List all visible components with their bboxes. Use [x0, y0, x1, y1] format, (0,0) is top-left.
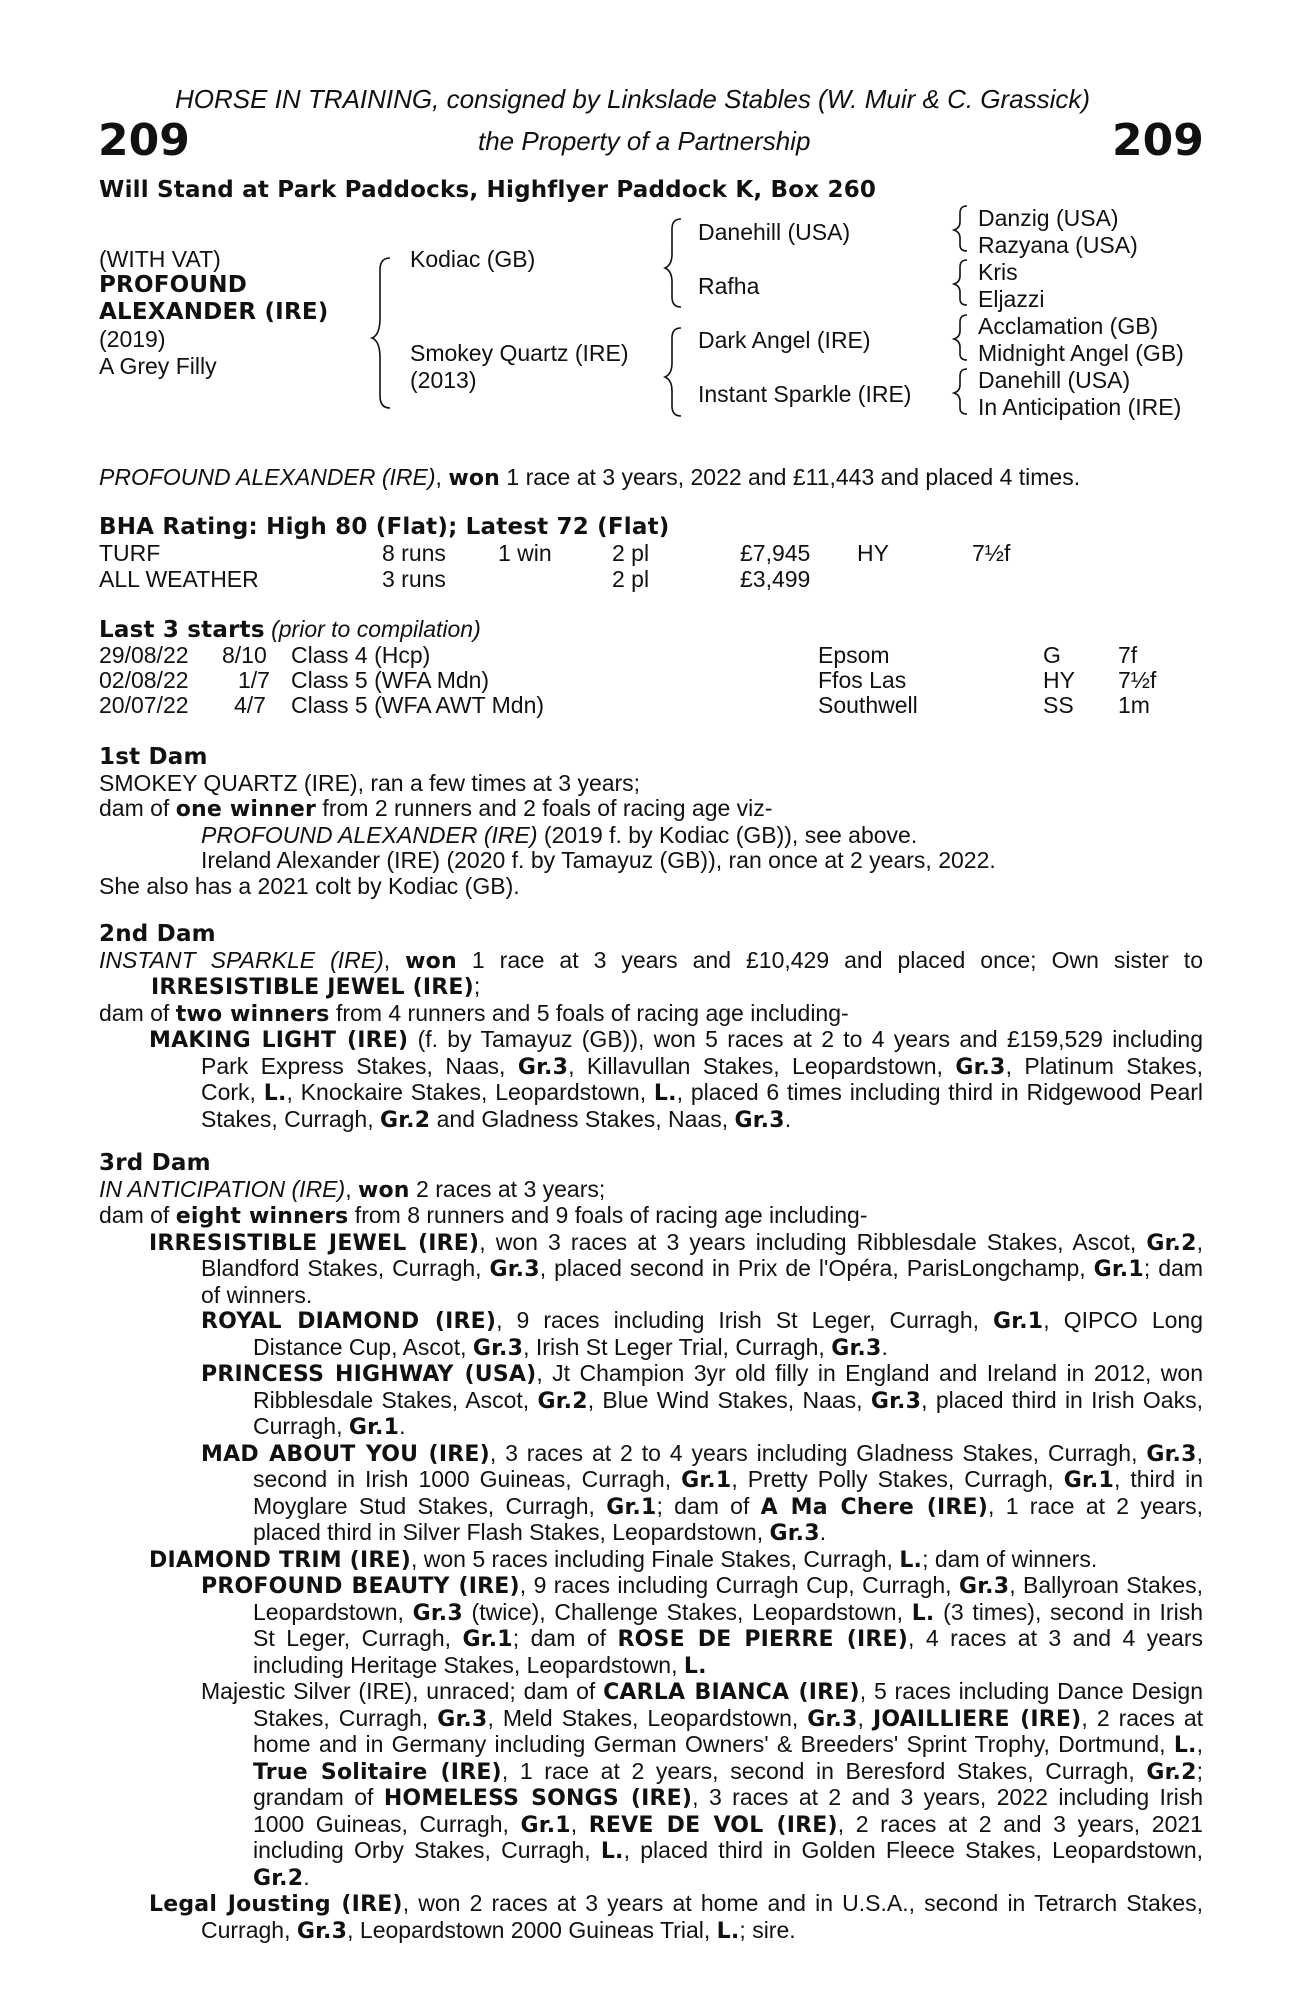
second-dam-progeny-making-light: MAKING LIGHT (IRE) (f. by Tamayuz (GB)), won 5 races at 2 to 4 years and £159,529 including Park Express Stakes, Naas, Gr.3, Killavullan Stakes, Leopardstown, Gr.3, Platinum Stakes, Cork, L., Knockaire Stakes, Leopardstown, L., placed 6 times including third in Ridgewood Pearl Stakes, Curragh, Gr.2 and Gladness Stakes, Naas, Gr.3.	[149, 1026, 1204, 1133]
progeny-mad-about-you: MAD ABOUT YOU (IRE), 3 races at 2 to 4 years including Gladness Stakes, Curragh, Gr.3, second in Irish 1000 Guineas, Curragh, Gr.1, Pretty Polly Stakes, Curragh, Gr.1, third in Moyglare Stud Stakes, Curragh, Gr.1; dam of A Ma Chere (IRE), 1 race at 2 years, placed third in Silver Flash Stakes, Leopardstown, Gr.3.	[201, 1439, 1203, 1546]
start-course: Ffos Las	[818, 667, 907, 693]
second-dam-line1: INSTANT SPARKLE (IRE), won 1 race at 3 years and £10,429 and placed once; Own sister to IRRESISTIBLE JEWEL (IRE);	[99, 946, 1203, 1000]
race-summary: PROFOUND ALEXANDER (IRE), won 1 race at 3 years, 2022 and £11,443 and placed 4 times.	[99, 464, 1081, 491]
start-going: SS	[1043, 692, 1074, 718]
third-dam-heading: 3rd Dam	[99, 1150, 211, 1176]
sire-dam: Rafha	[698, 273, 760, 299]
third-dam-section: 3rd Dam IN ANTICIPATION (IRE), won 2 races at 3 years; dam of eight winners from 8 runners and 9 foals of racing age including- IRRESISTIBLE JEWEL (IRE), won 3 races at 3 years including Ribblesdale Stakes, Ascot, Gr.2, Blandford Stakes, Curragh, Gr.3, placed second in Prix de l'Opéra, ParisLongchamp, Gr.1; dam of winners. ROYAL DIAMOND (IRE), 9 races including Irish St Leger, Curragh, Gr.1, QIPCO Long Distance Cup, Ascot, Gr.3, Irish St Leger Trial, Curragh, Gr.3. PRINCESS HIGHWAY (USA), Jt Champion 3yr old filly in England and Ireland in 2012, won Ribblesdale Stakes, Ascot, Gr.2, Blue Wind Stakes, Naas, Gr.3, placed third in Irish Oaks, Curragh, Gr.1. MAD ABOUT YOU (IRE), 3 races at 2 to 4 years including Gladness Stakes, Curragh, Gr.3, second in Irish 1000 Guineas, Curragh, Gr.1, Pretty Polly Stakes, Curragh, Gr.1, third in Moyglare Stud Stakes, Curragh, Gr.1; dam of A Ma Chere (IRE), 1 race at 2 years, placed third in Silver Flash Stakes, Leopardstown, Gr.3. DIAMOND TRIM (IRE), won 5 races including Finale Stakes, Curragh, L.; dam of winners. PROFOUND BEAUTY (IRE), 9 races including Curragh Cup, Curragh, Gr.3, Ballyroan Stakes, Leopardstown, Gr.3 (twice), Challenge Stakes, Leopardstown, L. (3 times), second in Irish St Leger, Curragh, Gr.1; dam of ROSE DE PIERRE (IRE), 4 races at 3 and 4 years including Heritage Stakes, Leopardstown, L. Majestic Silver (IRE), unraced; dam of CARLA BIANCA (IRE), 5 races including Dance Design Stakes, Curragh, Gr.3, Meld Stakes, Leopardstown, Gr.3, JOAILLIERE (IRE), 2 races at home and in Germany including German Owners' & Breeders' Sprint Trophy, Dortmund, L., True Solitaire (IRE), 1 race at 2 years, second in Beresford Stakes, Curragh, Gr.2; grandam of HOMELESS SONGS (IRE), 3 races at 2 and 3 years, 2022 including Irish 1000 Guineas, Curragh, Gr.1, REVE DE VOL (IRE), 2 races at 2 and 3 years, 2021 including Orby Stakes, Curragh, L., placed third in Golden Fleece Stakes, Leopardstown, Gr.2. Legal Jousting (IRE), won 2 races at 3 years at home and in U.S.A., second in Tetrarch Stakes, Curragh, Gr.3, Leopardstown 2000 Guineas Trial, L.; sire.	[99, 1150, 1204, 1944]
start-date: 02/08/22	[99, 667, 189, 693]
horse-name-line1: PROFOUND	[99, 272, 248, 298]
gen3-5: Acclamation (GB)	[978, 313, 1159, 339]
bha-rating: BHA Rating: High 80 (Flat); Latest 72 (Flat)	[99, 514, 670, 540]
start-distance: 1m	[1118, 692, 1150, 718]
rating-going: HY	[857, 540, 889, 566]
sire-sire: Danehill (USA)	[698, 219, 851, 245]
rating-prize: £7,945	[740, 540, 811, 566]
progeny-diamond-trim: DIAMOND TRIM (IRE), won 5 races including Finale Stakes, Curragh, L.; dam of winners.	[149, 1545, 1098, 1573]
rating-runs: 3 runs	[382, 566, 446, 592]
brace-dam	[665, 328, 681, 416]
first-dam-progeny-2: Ireland Alexander (IRE) (2020 f. by Tamayuz (GB)), ran once at 2 years, 2022.	[201, 847, 996, 873]
gen3-7: Danehill (USA)	[978, 367, 1131, 393]
gen3-3: Kris	[978, 259, 1018, 285]
first-dam-line1: SMOKEY QUARTZ (IRE), ran a few times at 3 years;	[99, 769, 641, 796]
start-race: Class 4 (Hcp)	[291, 642, 431, 668]
start-race: Class 5 (WFA AWT Mdn)	[291, 692, 545, 718]
gen3-4: Eljazzi	[978, 286, 1045, 312]
brace-g2	[954, 260, 967, 305]
consignment-line: HORSE IN TRAINING, consigned by Linkslade Stables (W. Muir & C. Grassick)	[175, 84, 1091, 114]
stand-location: Will Stand at Park Paddocks, Highflyer Paddock K, Box 260	[99, 177, 877, 203]
brace-g3	[954, 315, 967, 360]
start-course: Epsom	[818, 642, 890, 668]
rating-surface: ALL WEATHER	[99, 566, 259, 592]
start-position: 8/10	[222, 642, 267, 668]
horse-description: A Grey Filly	[99, 353, 217, 379]
start-going: G	[1043, 642, 1061, 668]
second-dam-heading: 2nd Dam	[99, 921, 216, 947]
start-race: Class 5 (WFA Mdn)	[291, 667, 490, 693]
gen3-2: Razyana (USA)	[978, 232, 1138, 258]
rating-placed: 2 pl	[612, 540, 650, 566]
property-line: the Property of a Partnership	[478, 126, 811, 156]
rating-surface: TURF	[99, 540, 161, 566]
first-dam-heading: 1st Dam	[99, 744, 208, 770]
summary-won: won	[448, 466, 501, 491]
first-dam-progeny-1: PROFOUND ALEXANDER (IRE) (2019 f. by Kodiac (GB)), see above.	[201, 821, 918, 848]
last-starts-heading	[99, 617, 481, 644]
start-course: Southwell	[818, 692, 918, 718]
start-position: 4/7	[234, 692, 266, 718]
horse-name-line2: ALEXANDER (IRE)	[99, 299, 329, 325]
start-row	[0, 643, 1314, 669]
progeny-irresistible-jewel: IRRESISTIBLE JEWEL (IRE), won 3 races at 3 years including Ribblesdale Stakes, Ascot, Gr.2, Blandford Stakes, Curragh, Gr.3, placed second in Prix de l'Opéra, ParisLongchamp, Gr.1; dam of winners.	[149, 1228, 1203, 1308]
last-starts-title: Last 3 starts	[99, 617, 265, 643]
progeny-royal-diamond: ROYAL DIAMOND (IRE), 9 races including Irish St Leger, Curragh, Gr.1, QIPCO Long Distance Cup, Ascot, Gr.3, Irish St Leger Trial, Curragh, Gr.3.	[201, 1307, 1203, 1361]
start-date: 29/08/22	[99, 642, 189, 668]
rating-wins: 1 win	[498, 540, 552, 566]
start-distance: 7f	[1118, 642, 1138, 668]
progeny-majestic-silver: Majestic Silver (IRE), unraced; dam of CARLA BIANCA (IRE), 5 races including Dance Design Stakes, Curragh, Gr.3, Meld Stakes, Leopardstown, Gr.3, JOAILLIERE (IRE), 2 races at home and in Germany including German Owners' & Breeders' Sprint Trophy, Dortmund, L., True Solitaire (IRE), 1 race at 2 years, second in Beresford Stakes, Curragh, Gr.2; grandam of HOMELESS SONGS (IRE), 3 races at 2 and 3 years, 2022 including Irish 1000 Guineas, Curragh, Gr.1, REVE DE VOL (IRE), 2 races at 2 and 3 years, 2021 including Orby Stakes, Curragh, L., placed third in Golden Fleece Stakes, Leopardstown, Gr.2.	[201, 1678, 1204, 1891]
gen3-6: Midnight Angel (GB)	[978, 340, 1184, 366]
first-dam-line5: She also has a 2021 colt by Kodiac (GB).	[99, 872, 520, 899]
rating-distance: 7½f	[972, 540, 1011, 566]
rating-runs: 8 runs	[382, 540, 446, 566]
dam-sire: Dark Angel (IRE)	[698, 327, 871, 353]
start-row	[0, 668, 1314, 694]
gen3-8: In Anticipation (IRE)	[978, 394, 1182, 420]
second-dam-section: 2nd Dam INSTANT SPARKLE (IRE), won 1 race at 3 years and £10,429 and placed once; Own sister to IRRESISTIBLE JEWEL (IRE); dam of two winners from 4 runners and 5 foals of racing age including- MAKING LIGHT (IRE) (f. by Tamayuz (GB)), won 5 races at 2 to 4 years and £159,529 including Park Express Stakes, Naas, Gr.3, Killavullan Stakes, Leopardstown, Gr.3, Platinum Stakes, Cork, L., Knockaire Stakes, Leopardstown, L., placed 6 times including third in Ridgewood Pearl Stakes, Curragh, Gr.2 and Gladness Stakes, Naas, Gr.3.	[99, 921, 1204, 1133]
rating-row-aw	[0, 567, 1314, 593]
dam-dam: Instant Sparkle (IRE)	[698, 381, 912, 407]
progeny-legal-jousting: Legal Jousting (IRE), won 2 races at 3 years at home and in U.S.A., second in Tetrarch Stakes, Curragh, Gr.3, Leopardstown 2000 Guineas Trial, L.; sire.	[149, 1890, 1204, 1944]
first-dam-section: 1st Dam SMOKEY QUARTZ (IRE), ran a few times at 3 years; dam of one winner from 2 runners and 2 foals of racing age viz- PROFOUND ALEXANDER (IRE) (2019 f. by Kodiac (GB)), see above. Ireland Alexander (IRE) (2020 f. by Tamayuz (GB)), ran once at 2 years, 2022. She also has a 2021 colt by Kodiac (GB).	[99, 744, 1203, 899]
vat-note: (WITH VAT)	[99, 246, 221, 272]
brace-sire	[665, 219, 681, 307]
rating-prize: £3,499	[740, 566, 811, 592]
rating-row-turf	[0, 541, 1314, 567]
start-distance: 7½f	[1118, 667, 1157, 693]
dam: Smokey Quartz (IRE)	[410, 340, 629, 366]
rating-placed: 2 pl	[612, 566, 650, 592]
brace-g4	[954, 369, 967, 414]
start-position: 1/7	[238, 667, 270, 693]
start-date: 20/07/22	[99, 692, 189, 718]
summary-text: 1 race at 3 years, 2022 and £11,443 and placed 4 times.	[500, 464, 1081, 490]
first-dam-winners: one winner	[175, 797, 317, 822]
sire: Kodiac (GB)	[410, 246, 536, 272]
start-row	[0, 693, 1314, 719]
summary-horse-name: PROFOUND ALEXANDER (IRE)	[99, 464, 436, 490]
progeny-profound-beauty: PROFOUND BEAUTY (IRE), 9 races including Curragh Cup, Curragh, Gr.3, Ballyroan Stakes, Leopardstown, Gr.3 (twice), Challenge Stakes, Leopardstown, L. (3 times), second in Irish St Leger, Curragh, Gr.1; dam of ROSE DE PIERRE (IRE), 4 races at 3 and 4 years including Heritage Stakes, Leopardstown, L.	[201, 1572, 1204, 1679]
last-starts-note: (prior to compilation)	[271, 616, 481, 642]
dam-year: (2013)	[410, 367, 477, 393]
start-going: HY	[1043, 667, 1075, 693]
brace-main	[372, 258, 390, 408]
gen3-1: Danzig (USA)	[978, 205, 1119, 231]
progeny-princess-highway: PRINCESS HIGHWAY (USA), Jt Champion 3yr old filly in England and Ireland in 2012, won Ribblesdale Stakes, Ascot, Gr.2, Blue Wind Stakes, Naas, Gr.3, placed third in Irish Oaks, Curragh, Gr.1.	[201, 1360, 1203, 1440]
lot-number-left: 209	[98, 115, 190, 166]
brace-g1	[954, 206, 967, 251]
horse-year: (2019)	[99, 326, 166, 352]
lot-number-right: 209	[1112, 115, 1204, 166]
